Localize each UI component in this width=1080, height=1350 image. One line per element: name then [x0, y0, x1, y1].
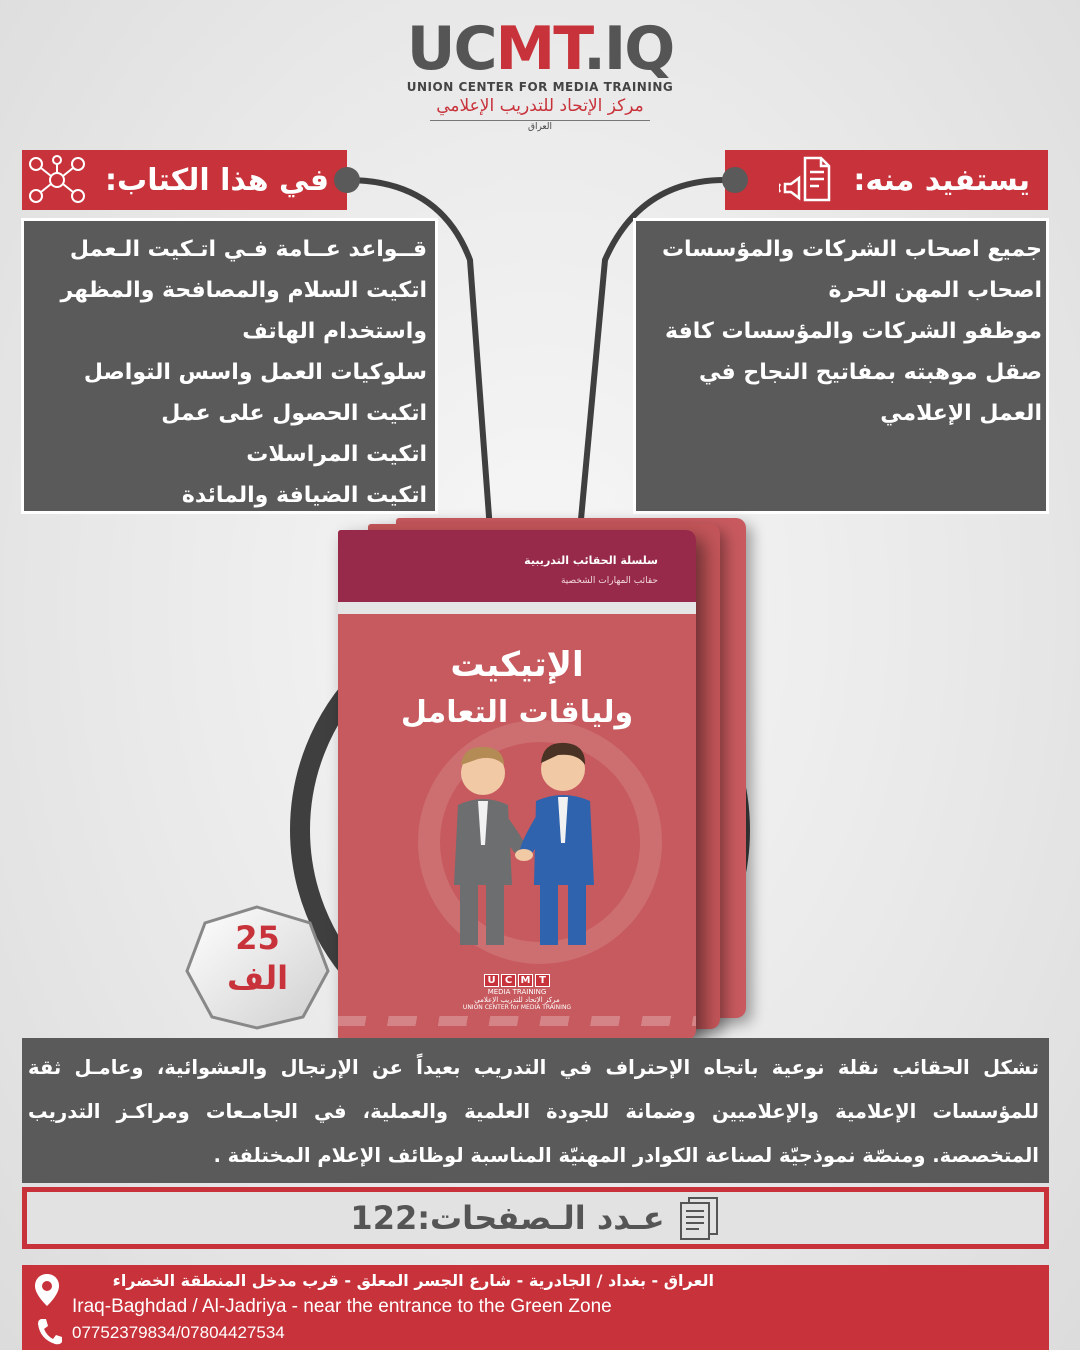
- list-item: قــواعد عــامة فـي اتـكيت الـعمل: [69, 237, 427, 262]
- book-logo-arabic: مركز الإتحاد للتدريب الإعلامي: [474, 996, 560, 1004]
- list-item: موظفو الشركات والمؤسسات كافة: [665, 319, 1042, 344]
- list-item: اصحاب المهن الحرة: [828, 278, 1042, 303]
- description-paragraph: تشكل الحقائب نقلة نوعية باتجاه الإحتراف في التدريب بعيداً عن الإرتجال والعشوائية، وعامـل ثقة للمؤسسات الإعلامية والإعلاميين وضمانة للجودة العلمية والعملية، في الجامـعات ومراكـز التدريب المتخصصة. ومنصّة نموذجيّة لصناعة الكوادر المهنيّة المناسبة لوظائف الإعلام المختلفة .: [22, 1038, 1049, 1183]
- book-title-line2: ولياقات التعامل: [400, 695, 634, 730]
- book-contents-list: [21, 218, 438, 514]
- book-title-line1: الإتيكيت: [450, 645, 584, 685]
- section-header-beneficiaries-label: يستفيد منه:: [853, 162, 1030, 198]
- logo-letter: U: [484, 974, 499, 987]
- logo-brand-accent: MT: [495, 14, 584, 84]
- logo-english-name: UNION CENTER FOR MEDIA TRAINING: [406, 80, 674, 94]
- list-item: اتكيت الحصول على عمل: [161, 401, 427, 426]
- list-item: جميع اصحاب الشركات والمؤسسات: [661, 237, 1042, 262]
- list-item: اتكيت السلام والمصافحة والمظهر: [60, 278, 427, 303]
- location-pin-icon: [34, 1273, 60, 1307]
- logo-letter: T: [535, 974, 550, 987]
- book-cover-dashes: [338, 1016, 696, 1026]
- phone-icon: [36, 1317, 62, 1345]
- footer-contact: [22, 1265, 1049, 1350]
- logo-divider: [430, 120, 650, 121]
- book-cover-stripe: [338, 602, 696, 614]
- connector-dot-right: [722, 167, 748, 193]
- list-item: اتكيت الضيافة والمائدة: [181, 483, 427, 508]
- book-publisher-logo: [338, 968, 696, 1011]
- list-item: صقل موهبته بمفاتيح النجاح في: [699, 360, 1042, 385]
- book-logo-sub: MEDIA TRAINING: [487, 988, 547, 996]
- list-item: واستخدام الهاتف: [242, 319, 427, 344]
- badge-label: [185, 918, 330, 998]
- documents-icon: [675, 1196, 721, 1240]
- badge-number: 25: [235, 919, 280, 957]
- list-item: سلوكيات العمل واسس التواصل: [83, 360, 427, 385]
- page-count-bar: [22, 1187, 1049, 1249]
- book-subseries: حقائب المهارات الشخصية: [560, 576, 658, 586]
- document-speaker-icon: [779, 154, 841, 206]
- book-series: سلسلة الحقائب التدريبية: [524, 554, 658, 567]
- section-header-in-this-book-label: في هذا الكتاب:: [105, 162, 329, 198]
- address-english: Iraq-Baghdad / Al-Jadriya - near the entrance to the Green Zone: [72, 1296, 612, 1317]
- logo-letter: C: [501, 974, 516, 987]
- book-cover: [338, 530, 696, 1040]
- list-item: العمل الإعلامي: [880, 401, 1042, 426]
- badge-unit: الف: [226, 959, 289, 997]
- page-count-label: عـدد الـصفحات:122: [350, 1199, 665, 1237]
- address-arabic: العراق - بغداد / الجادرية - شارع الجسر المعلق - قرب مدخل المنطقة الخضراء: [112, 1271, 714, 1290]
- logo: [400, 14, 680, 143]
- logo-letter: M: [518, 974, 533, 987]
- section-header-beneficiaries: [725, 150, 1048, 210]
- list-item: اتكيت المراسلات: [246, 442, 427, 467]
- logo-country: العراق: [527, 122, 553, 132]
- network-users-icon: [26, 154, 88, 206]
- logo-brand: UCMT.IQ: [406, 14, 674, 84]
- beneficiaries-list: [633, 218, 1049, 514]
- logo-arabic-name: مركز الإتحاد للتدريب الإعلامي: [436, 96, 644, 116]
- connector-dot-left: [334, 167, 360, 193]
- phone-numbers[interactable]: 07752379834/07804427534: [72, 1323, 285, 1342]
- section-header-in-this-book: [22, 150, 347, 210]
- book-logo-english: UNION CENTER for MEDIA TRAINING: [462, 1004, 572, 1011]
- handshake-illustration: [428, 735, 618, 955]
